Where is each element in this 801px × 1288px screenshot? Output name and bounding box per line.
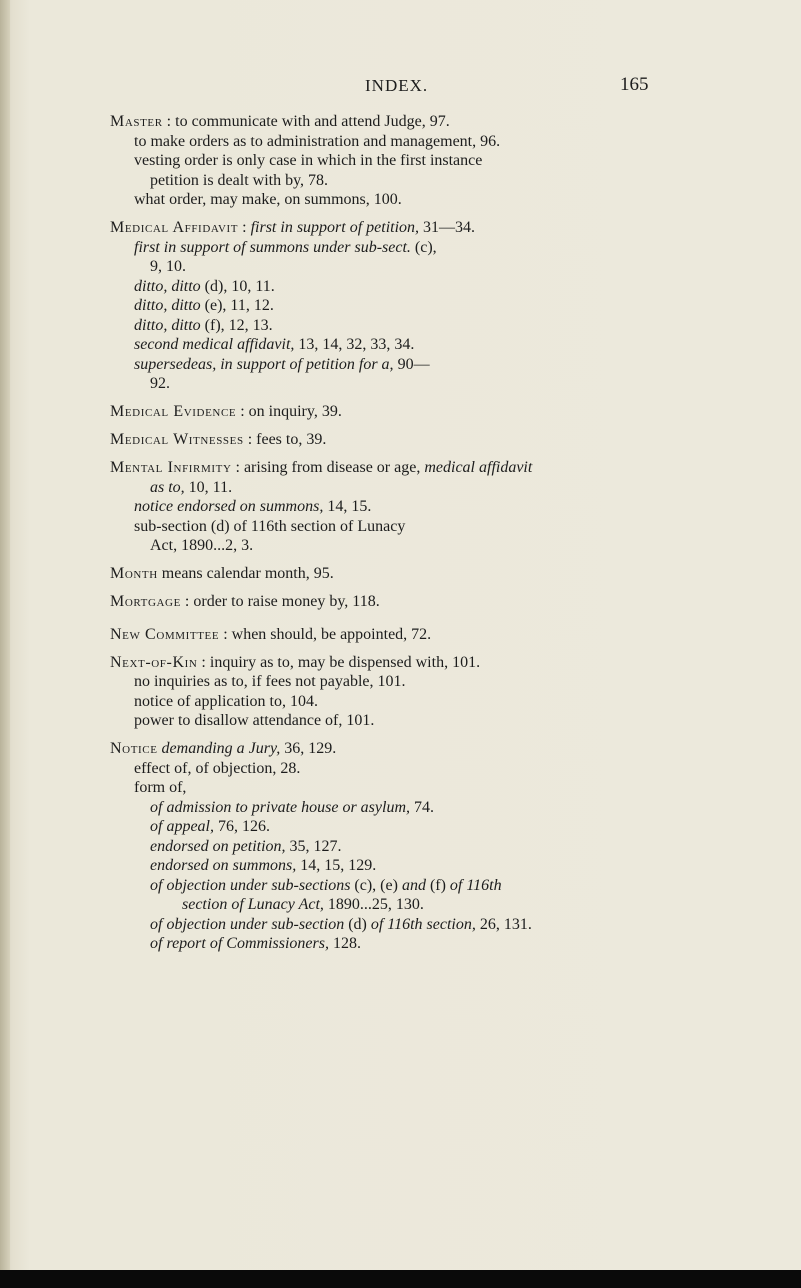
index-term: Medical Evidence (110, 403, 237, 420)
entry-line: when should, be appointed, 72. (231, 625, 432, 643)
index-term: Next-of-Kin (110, 653, 198, 671)
page-spine-edge (0, 0, 10, 1288)
index-term: Mortgage (110, 593, 181, 610)
entry-line: ditto, ditto (134, 277, 201, 295)
entry-line: form of, (134, 779, 187, 796)
entry-line: of appeal, (150, 818, 214, 835)
entry-line: sub-section (d) of 116th section of Lunacy (134, 517, 406, 535)
index-term: New Committee (110, 625, 220, 643)
entry-line: of admission to private house or asylum, (150, 798, 410, 816)
entry-line: ditto, ditto (134, 316, 201, 334)
entry-line: second medical affidavit, (134, 336, 295, 353)
entry-line: what order, may make, on summons, 100. (134, 191, 402, 208)
entry-line: section of Lunacy Act, (182, 896, 324, 913)
entry-line: Act, 1890...2, 3. (150, 537, 254, 554)
index-entry-new-committee: New Committee : when should, be appointed, 72. (110, 625, 432, 643)
entry-line: on inquiry, 39. (248, 403, 342, 420)
entry-line: notice of application to, 104. (134, 692, 318, 710)
index-entry-medical-affidavit: Medical Affidavit : first in support of petition, 31—34. first in support of summons under sub-sect. (c), 9, 10. ditto, ditto (d), 10, 11. ditto, ditto (e), 11, 12. ditto, ditto (f), 12, 13. second medical affidavit, 13, 14, 32, 33, 34. supersedeas, in support of petition for a, 90— 92. (110, 218, 770, 394)
entry-line: inquiry as to, may be dispensed with, 101. (209, 653, 481, 671)
index-entry-master: Master : to communicate with and attend Judge, 97. to make orders as to administration and management, 96. vesting order is only case in which in the first instance petition is dealt with by, 78. what order, may make, on summons, 100. (110, 112, 770, 210)
index-term: Medical Witnesses (110, 431, 244, 448)
page-number: 165 (620, 74, 649, 95)
entry-line: notice endorsed on summons, (134, 498, 324, 515)
index-entry-next-of-kin: Next-of-Kin : inquiry as to, may be dispensed with, 101. no inquiries as to, if fees not payable, 101. notice of application to, 104. power to disallow attendance of, 101. (110, 653, 770, 731)
entry-line: 9, 10. (150, 258, 186, 275)
entry-line: of report of Commissioners, (150, 935, 329, 952)
entry-line: to communicate with and attend Judge, 97. (175, 113, 450, 130)
index-term: Notice (110, 740, 158, 757)
entry-line: of objection under sub-section (150, 915, 345, 933)
entry-line: demanding a Jury, (161, 740, 281, 757)
index-term: Mental Infirmity (110, 459, 232, 476)
running-title: INDEX. (365, 76, 429, 95)
entry-line: endorsed on petition, (150, 837, 286, 855)
entry-line: to make orders as to administration and management, 96. (134, 132, 501, 150)
page-header (0, 68, 801, 98)
index-entry-mental-infirmity: Mental Infirmity : arising from disease or age, medical affidavit as to, 10, 11. notice endorsed on summons, 14, 15. sub-section (d) of 116th section of Lunacy Act, 1890...2, 3. (110, 458, 770, 556)
entry-line: arising from disease or age, (243, 459, 421, 476)
entry-line: as to, (150, 478, 185, 496)
entry-line: effect of, of objection, 28. (134, 759, 301, 777)
entry-line: 92. (150, 375, 170, 392)
entry-line: of objection under sub-sections (150, 876, 351, 894)
index-entry-mortgage: Mortgage : order to raise money by, 118. (110, 593, 380, 610)
index-term: Master (110, 113, 163, 130)
entry-line: power to disallow attendance of, 101. (134, 712, 375, 729)
entry-line: fees to, 39. (256, 431, 327, 448)
index-entry-notice: Notice demanding a Jury, 36, 129. effect of, of objection, 28. form of, of admission to private house or asylum, 74. of appeal, 76, 126. endorsed on petition, 35, 127. endorsed on summons, 14, 15, 129. of objection under sub-sections (c), (e) and (f) of 116th section of Lunacy Act, 1890...25, 130. of objection under sub-section (d) of 116th section, 26, 131. of report of Commissioners, 128. (110, 739, 770, 954)
index-term: Month (110, 565, 158, 582)
index-entry-month (110, 564, 770, 584)
entry-line: ditto, ditto (134, 297, 201, 314)
entry-line: means calendar month, 95. (161, 565, 334, 582)
entry-line: endorsed on summons, (150, 857, 297, 874)
bottom-black-edge (0, 1270, 801, 1288)
entry-line: supersedeas, in support of petition for a, (134, 355, 394, 373)
entry-line: first in support of petition, (250, 219, 420, 236)
index-entries (110, 112, 770, 962)
entry-line: first in support of summons under sub-sect. (134, 238, 411, 256)
index-entry-medical-evidence: Medical Evidence : on inquiry, 39. (110, 403, 342, 420)
entry-line: petition is dealt with by, 78. (150, 171, 329, 189)
entry-line: order to raise money by, 118. (193, 593, 380, 610)
entry-line: no inquiries as to, if fees not payable, 101. (134, 673, 406, 690)
index-term: Medical Affidavit (110, 219, 239, 236)
index-entry-medical-witnesses: Medical Witnesses : fees to, 39. (110, 431, 327, 448)
entry-line: vesting order is only case in which in the first instance (134, 152, 483, 169)
